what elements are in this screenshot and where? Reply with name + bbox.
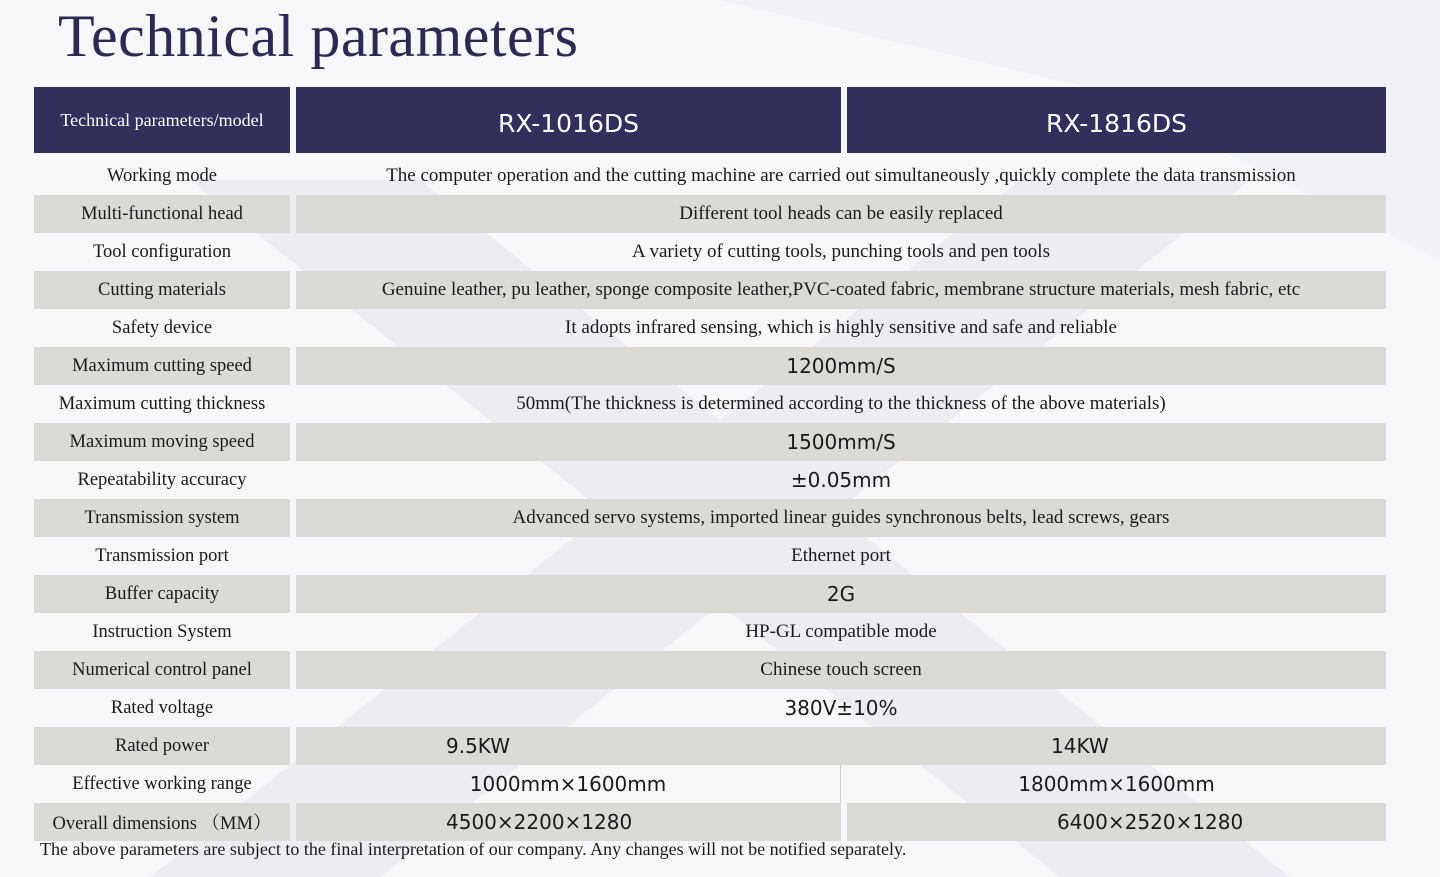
- row-label-overall-dimensions: Overall dimensions （MM）: [34, 803, 290, 841]
- row-label-cutting-materials: Cutting materials: [34, 271, 290, 309]
- row-value-cutting-materials: Genuine leather, pu leather, sponge composite leather,PVC-coated fabric, membrane structure materials, mesh fabric, etc: [296, 271, 1386, 309]
- row-value-rated-power-model-2: 14KW: [841, 727, 1386, 765]
- row-value-rated-power-model-1: 9.5KW: [296, 727, 841, 765]
- row-label-numerical-control-panel: Numerical control panel: [34, 651, 290, 689]
- row-value-multi-functional-head: Different tool heads can be easily replaced: [296, 195, 1386, 233]
- row-value-working-mode: The computer operation and the cutting machine are carried out simultaneously ,quickly complete the data transmission: [386, 165, 1296, 186]
- row-label-transmission-port: Transmission port: [95, 545, 229, 566]
- row-value-dimensions-model-1: 4500×2200×1280: [296, 803, 841, 841]
- footnote: The above parameters are subject to the final interpretation of our company. Any changes will not be notified separately.: [40, 839, 907, 859]
- row-value-tool-configuration: A variety of cutting tools, punching tools and pen tools: [632, 241, 1050, 262]
- row-value-working-range-model-2: 1800mm×1600mm: [1018, 772, 1215, 796]
- row-value-dimensions-model-2: 6400×2520×1280: [847, 803, 1386, 841]
- row-label-effective-working-range: Effective working range: [72, 773, 252, 794]
- header-model-2: RX-1816DS: [847, 87, 1386, 153]
- row-value-working-range-model-1: 1000mm×1600mm: [296, 765, 841, 803]
- row-value-max-cutting-thickness: 50mm(The thickness is determined according to the thickness of the above materials): [516, 393, 1166, 414]
- row-label-working-mode: Working mode: [106, 165, 217, 186]
- row-label-instruction-system: Instruction System: [92, 621, 232, 642]
- row-value-max-cutting-speed: 1200mm/S: [296, 347, 1386, 385]
- row-label-rated-voltage: Rated voltage: [110, 697, 214, 718]
- row-value-buffer-capacity: 2G: [296, 575, 1386, 613]
- row-value-instruction-system: HP-GL compatible mode: [745, 621, 937, 642]
- row-label-multi-functional-head: Multi-functional head: [34, 195, 290, 233]
- page-title: Technical parameters: [58, 3, 579, 69]
- row-value-repeatability-accuracy: ±0.05mm: [790, 468, 892, 492]
- spec-table: [34, 87, 1386, 841]
- row-label-tool-configuration: Tool configuration: [93, 241, 231, 262]
- row-label-rated-power: Rated power: [34, 727, 290, 765]
- row-label-safety-device: Safety device: [111, 317, 213, 338]
- row-value-safety-device: It adopts infrared sensing, which is highly sensitive and safe and reliable: [565, 317, 1117, 338]
- row-value-numerical-control-panel: Chinese touch screen: [296, 651, 1386, 689]
- row-label-max-cutting-thickness: Maximum cutting thickness: [58, 393, 266, 414]
- row-label-transmission-system: Transmission system: [34, 499, 290, 537]
- row-value-transmission-port: Ethernet port: [791, 545, 891, 566]
- row-value-transmission-system: Advanced servo systems, imported linear guides synchronous belts, lead screws, gears: [296, 499, 1386, 537]
- header-model-1: RX-1016DS: [296, 87, 841, 153]
- row-value-max-moving-speed: 1500mm/S: [296, 423, 1386, 461]
- row-label-repeatability-accuracy: Repeatability accuracy: [77, 469, 247, 490]
- header-label: Technical parameters/model: [34, 87, 290, 153]
- row-value-rated-voltage: 380V±10%: [784, 696, 898, 720]
- row-label-max-moving-speed: Maximum moving speed: [34, 423, 290, 461]
- row-label-max-cutting-speed: Maximum cutting speed: [34, 347, 290, 385]
- row-label-buffer-capacity: Buffer capacity: [34, 575, 290, 613]
